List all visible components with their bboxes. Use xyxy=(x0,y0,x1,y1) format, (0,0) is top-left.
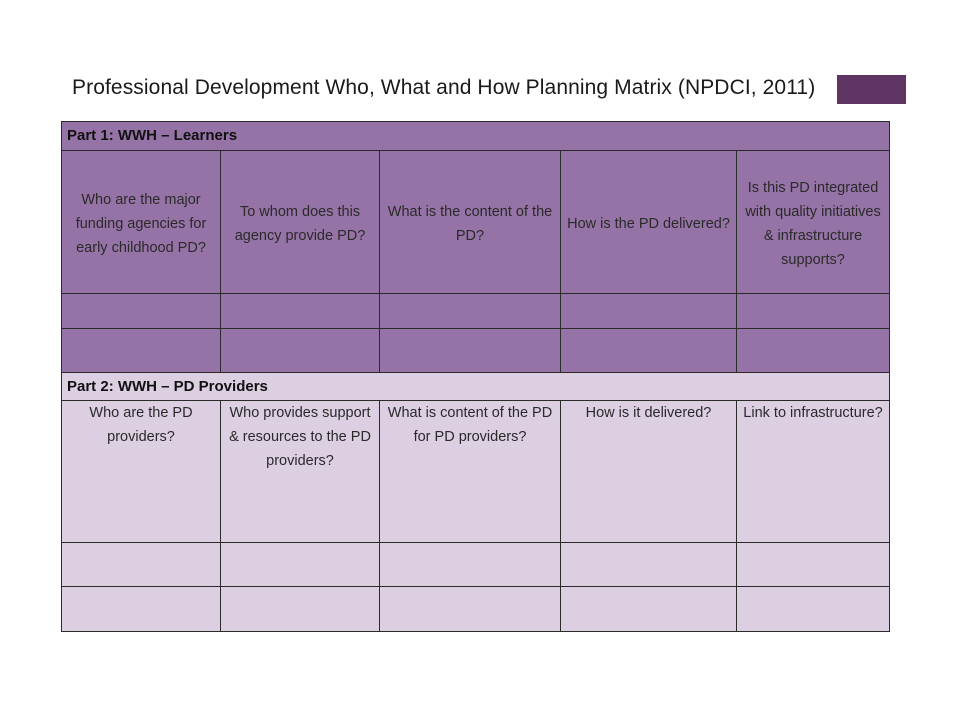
part2-question-4: How is it delivered? xyxy=(561,401,737,543)
table-cell xyxy=(380,587,561,632)
table-cell xyxy=(380,543,561,587)
part2-heading-row xyxy=(62,373,890,401)
table-cell xyxy=(62,329,221,373)
part2-question-1: Who are the PD providers? xyxy=(62,401,221,543)
part2-question-row xyxy=(62,401,890,543)
part1-question-row xyxy=(62,151,890,294)
table-cell xyxy=(221,294,380,329)
table-cell xyxy=(737,543,890,587)
table-cell xyxy=(62,543,221,587)
accent-block xyxy=(837,75,906,104)
part2-question-2: Who provides support & resources to the PD providers? xyxy=(221,401,380,543)
table-cell xyxy=(380,329,561,373)
table-cell xyxy=(737,329,890,373)
part2-heading: Part 2: WWH – PD Providers xyxy=(62,373,890,401)
planning-matrix-table xyxy=(61,121,890,632)
part2-question-5: Link to infrastructure? xyxy=(737,401,890,543)
part1-question-4: How is the PD delivered? xyxy=(561,151,737,294)
table-cell xyxy=(62,294,221,329)
table-cell xyxy=(561,329,737,373)
table-cell xyxy=(561,543,737,587)
part2-question-3: What is content of the PD for PD providers? xyxy=(380,401,561,543)
part1-heading: Part 1: WWH – Learners xyxy=(62,122,890,151)
part1-question-3: What is the content of the PD? xyxy=(380,151,561,294)
part1-question-2: To whom does this agency provide PD? xyxy=(221,151,380,294)
table-cell xyxy=(380,294,561,329)
table-cell xyxy=(221,543,380,587)
table-cell xyxy=(221,329,380,373)
part1-question-5: Is this PD integrated with quality initiatives & infrastructure supports? xyxy=(737,151,890,294)
part2-empty-row xyxy=(62,543,890,587)
table-cell xyxy=(737,587,890,632)
table-cell xyxy=(737,294,890,329)
page-title: Professional Development Who, What and How Planning Matrix (NPDCI, 2011) xyxy=(72,76,816,99)
table-cell xyxy=(62,587,221,632)
part2-empty-row xyxy=(62,587,890,632)
part1-heading-row xyxy=(62,122,890,151)
table-cell xyxy=(561,294,737,329)
table-cell xyxy=(221,587,380,632)
part1-empty-row xyxy=(62,294,890,329)
part1-question-1: Who are the major funding agencies for early childhood PD? xyxy=(62,151,221,294)
part1-empty-row xyxy=(62,329,890,373)
table-cell xyxy=(561,587,737,632)
